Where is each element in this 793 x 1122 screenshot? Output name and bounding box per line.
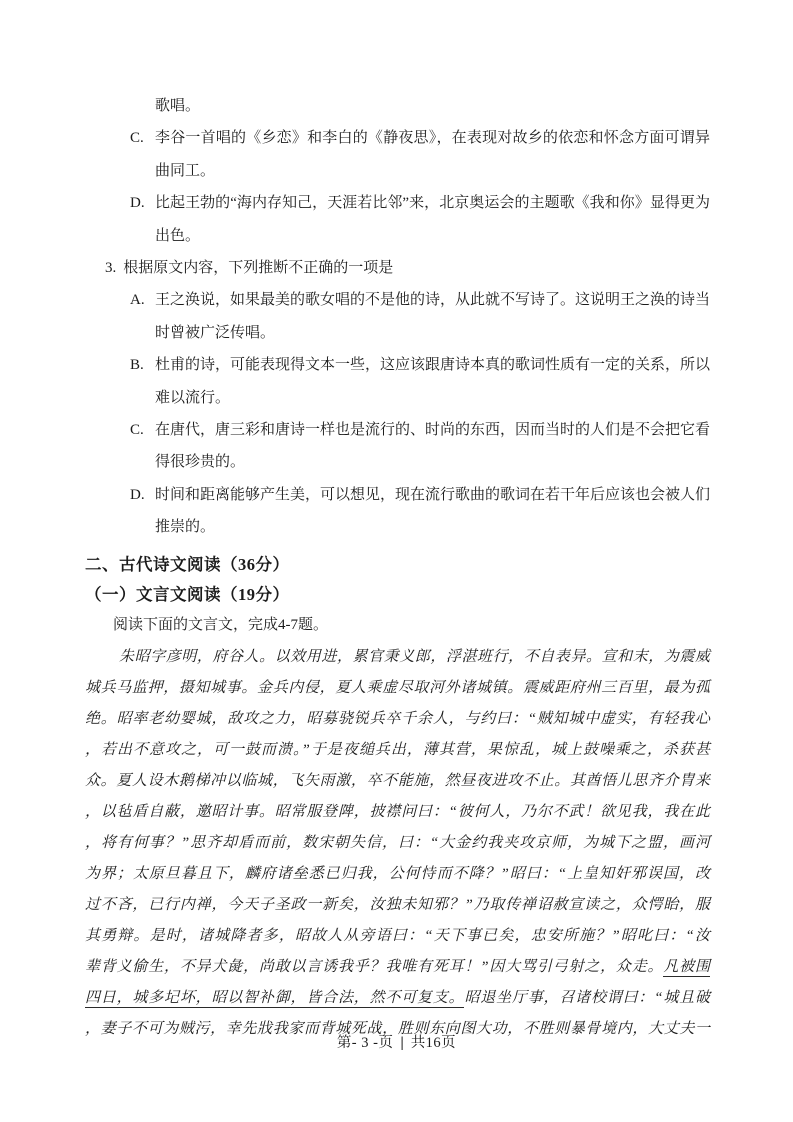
option-row (85, 479, 710, 544)
passage-line (85, 797, 710, 828)
passage-text: 为界；太原旦暮且下，麟府诸垒悉已归我，公何恃而不降？”昭曰：“上皇知奸邪误国，改 (85, 865, 710, 882)
passage-line (85, 983, 710, 1014)
option-label: A. (130, 292, 145, 309)
passage-text: ，以毡盾自蔽，邀昭计事。昭常服登陴，披襟问曰：“彼何人，乃尔不武！欲见我，我在此 (85, 803, 710, 820)
option-b-continuation: 歌唱。 (155, 98, 201, 114)
passage-text: ，妻子不可为贼污，幸先戕我家而背城死战，胜则东向图大功，不胜则暴骨境内，大丈夫一 (85, 1020, 710, 1037)
passage-text: 昭退坐厅事，召诸校谓曰：“城且破 (464, 989, 710, 1006)
question-3-stem-row (85, 252, 710, 284)
passage-text: 绝。昭率老幼婴城，敌攻之力，昭募骁锐兵卒千余人，与约曰：“贼知城中虚实，有轻我心 (85, 710, 710, 727)
footer-total-pages: 共16页 (410, 1035, 457, 1051)
option-label: C. (130, 130, 144, 147)
passage-line (85, 704, 710, 735)
option-row (85, 284, 710, 349)
section-subheading: （一）文言文阅读（19分） (85, 584, 290, 604)
option-text: 李谷一首唱的《乡恋》和李白的《静夜思》，在表现对故乡的依恋和怀念方面可谓异曲同工。 (155, 130, 710, 179)
question-3-options (85, 284, 710, 543)
underlined-phrase: 四日，城多圮坏，昭以智补御，皆合法，然不可复支。 (85, 989, 465, 1006)
passage-line (85, 952, 710, 983)
option-text: 在唐代，唐三彩和唐诗一样也是流行的、时尚的东西，因而当时的人们是不会把它看得很珍贵的。 (155, 422, 711, 471)
question-number: 3. (105, 260, 117, 277)
passage-text: 其勇辩。是时，诸城降者多，昭故人从旁语曰：“天下事已矣，忠安所施？”昭叱曰：“汝 (85, 927, 710, 944)
option-text: 比起王勃的“海内存知己，天涯若比邻”来，北京奥运会的主题歌《我和你》显得更为出色。 (155, 195, 710, 244)
passage-line (85, 828, 710, 859)
passage-line (85, 735, 710, 766)
footer-page-number: 第- 3 -页 (336, 1035, 394, 1051)
passage-line (85, 766, 710, 797)
question-stem: 根据原文内容，下列推断不正确的一项是 (123, 260, 394, 277)
option-label: B. (130, 357, 144, 374)
passage-text: 辈背义偷生，不异犬彘，尚敢以言诱我乎？我唯有死耳！”因大骂引弓射之，众走。 (85, 958, 664, 975)
option-row (85, 122, 710, 187)
underlined-phrase: 凡被围 (663, 958, 710, 975)
passage-text: 众。夏人设木鹅梯冲以临城，飞矢雨激，卒不能施，然昼夜进攻不止。其酋悟儿思齐介胄来 (85, 772, 710, 789)
passage-line (85, 673, 710, 704)
page-content (85, 90, 710, 1045)
section-heading: 二、古代诗文阅读（36分） (85, 554, 290, 574)
passage-text: 城兵马监押，摄知城事。金兵内侵，夏人乘虚尽取河外诸城镇。震威距府州三百里，最为孤 (85, 679, 710, 696)
passage-text: ，将有何事？”思齐却盾而前，数宋朝失信，曰：“大金约我夹攻京师，为城下之盟，画河 (85, 834, 710, 851)
passage-text: ，若出不意攻之，可一鼓而溃。”于是夜缒兵出，薄其营，果惊乱，城上鼓噪乘之，杀获甚 (85, 741, 710, 758)
option-label: D. (130, 195, 145, 212)
classical-passage (85, 642, 710, 1045)
question-2-options (85, 122, 710, 252)
passage-line (85, 859, 710, 890)
passage-text: 朱昭字彦明，府谷人。以效用进，累官秉义郎，浮湛班行，不自表异。宣和末，为震威 (119, 648, 710, 665)
option-text: 王之涣说，如果最美的歌女唱的不是他的诗，从此就不写诗了。这说明王之涣的诗当时曾被广泛传唱。 (155, 292, 711, 341)
footer-separator: | (400, 1035, 404, 1051)
page-footer (0, 1033, 793, 1053)
passage-line (85, 642, 710, 673)
option-text: 杜甫的诗，可能表现得文本一些，这应该跟唐诗本真的歌词性质有一定的关系，所以难以流行。 (155, 357, 711, 406)
option-label: C. (130, 422, 144, 439)
reading-instruction: 阅读下面的文言文，完成4-7题。 (113, 616, 328, 633)
option-text: 时间和距离能够产生美，可以想见，现在流行歌曲的歌词在若干年后应该也会被人们推崇的。 (155, 486, 711, 536)
option-row (85, 187, 710, 252)
option-row (85, 349, 710, 414)
passage-line (85, 921, 710, 952)
passage-text: 过不吝，已行内禅，今天子圣政一新矣，汝独未知邪？”乃取传禅诏赦宣读之，众愕眙，服 (85, 896, 710, 913)
option-label: D. (130, 486, 145, 503)
passage-line (85, 890, 710, 921)
option-row (85, 414, 710, 479)
